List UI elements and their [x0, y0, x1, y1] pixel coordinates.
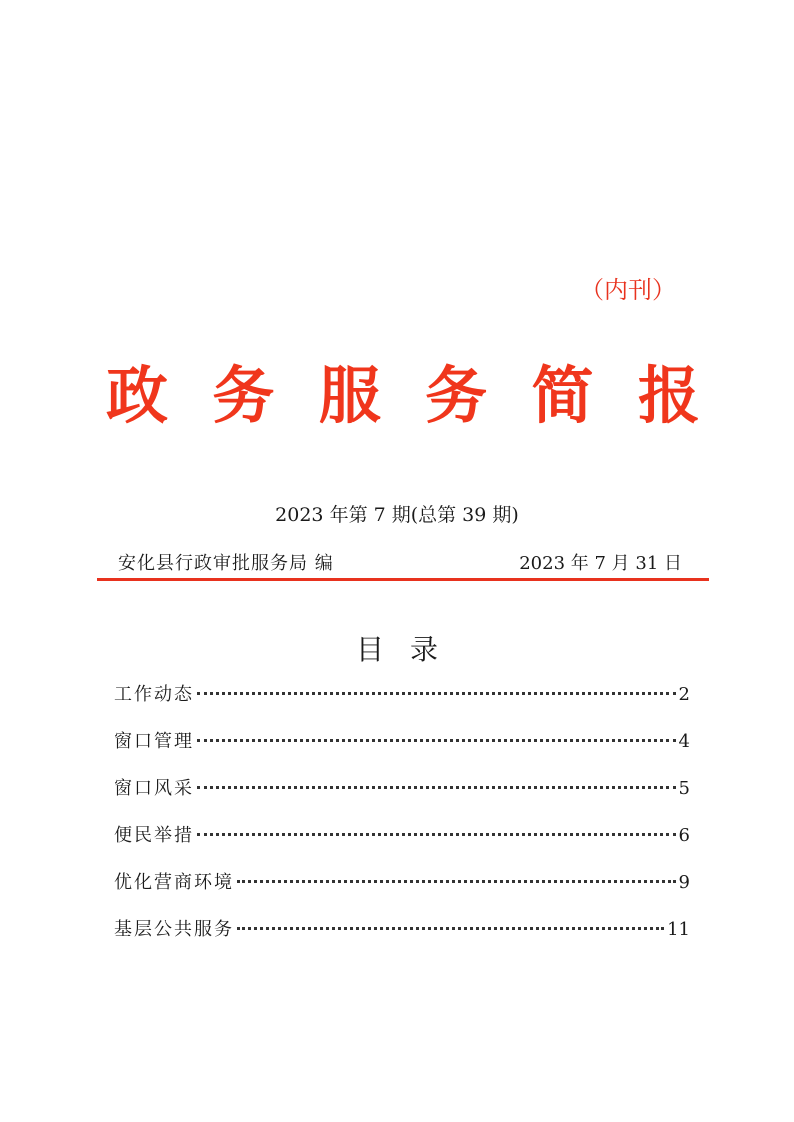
toc-item-label: 窗口风采: [114, 778, 194, 799]
toc-item-label: 优化营商环境: [114, 872, 234, 893]
toc-item[interactable]: [114, 680, 690, 727]
toc-item-label: 基层公共服务: [114, 919, 234, 940]
toc-item-label: 工作动态: [114, 684, 194, 705]
toc-title: 目录: [355, 633, 464, 666]
toc-item-page: 2: [678, 684, 690, 705]
masthead-char: 政: [105, 359, 168, 432]
toc-item-page: 11: [667, 919, 690, 940]
toc-item[interactable]: [114, 774, 690, 821]
masthead-char: 报: [637, 359, 700, 432]
toc-item-page: 6: [678, 825, 690, 846]
toc-item[interactable]: [114, 821, 690, 868]
issue-number: 2023 年第 7 期(总第 39 期): [275, 504, 519, 526]
header-divider: [97, 578, 709, 581]
toc-item-label: 窗口管理: [114, 731, 194, 752]
toc-dot-leader: [197, 739, 676, 742]
toc-dot-leader: [197, 786, 676, 789]
masthead-char: 简: [531, 359, 594, 432]
publication-date: 2023 年 7 月 31 日: [519, 553, 682, 574]
internal-publication-tag: （内刊）: [580, 276, 676, 304]
toc-dot-leader: [197, 833, 676, 836]
toc-item[interactable]: [114, 868, 690, 915]
table-of-contents: [114, 680, 690, 962]
toc-dot-leader: [237, 927, 664, 930]
masthead-title: [97, 356, 709, 436]
publisher-name: 安化县行政审批服务局 编: [118, 553, 334, 574]
masthead-char: 务: [212, 359, 275, 432]
masthead-char: 务: [425, 359, 488, 432]
toc-item-page: 4: [678, 731, 690, 752]
toc-dot-leader: [237, 880, 676, 883]
masthead-char: 服: [318, 359, 381, 432]
toc-item-page: 9: [678, 872, 690, 893]
toc-item[interactable]: [114, 727, 690, 774]
toc-dot-leader: [197, 692, 676, 695]
toc-item-page: 5: [678, 778, 690, 799]
toc-item-label: 便民举措: [114, 825, 194, 846]
toc-item[interactable]: [114, 915, 690, 962]
